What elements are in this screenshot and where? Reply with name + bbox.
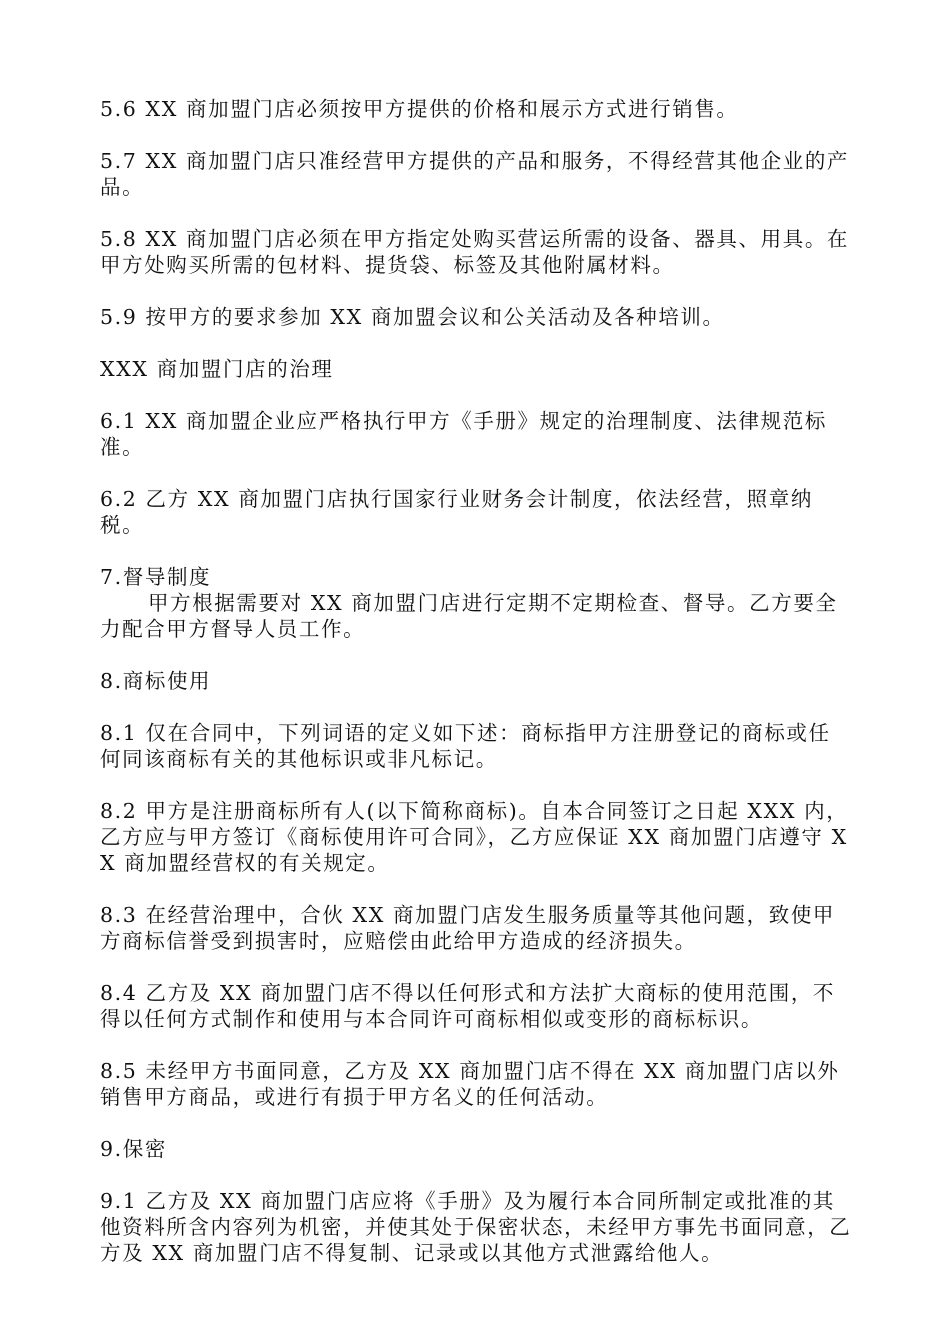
clause-5-8: 5.8 XX 商加盟门店必须在甲方指定处购买营运所需的设备、器具、用具。在甲方处购买所需的包材料、提货袋、标签及其他附属材料。 [100,227,850,277]
supervision-body: 甲方根据需要对 XX 商加盟门店进行定期不定期检查、督导。乙方要全力配合甲方督导人员工作。 [100,591,838,641]
clause-5-9: 5.9 按甲方的要求参加 XX 商加盟会议和公关活动及各种培训。 [100,305,725,329]
clause-5-6: 5.6 XX 商加盟门店必须按甲方提供的价格和展示方式进行销售。 [100,97,739,121]
clause-8-3: 8.3 在经营治理中，合伙 XX 商加盟门店发生服务质量等其他问题，致使甲方商标信誉受到损害时，应赔偿由此给甲方造成的经济损失。 [100,903,836,953]
document-page [100,96,852,1292]
clause-9-1: 9.1 乙方及 XX 商加盟门店应将《手册》及为履行本合同所制定或批准的其他资料所含内容列为机密，并使其处于保密状态，未经甲方事先书面同意，乙方及 XX 商加盟门店不得复制、记录或以其他方式泄露给他人。 [100,1189,852,1265]
section-heading-supervision: 7.督导制度 [100,565,212,589]
clause-8-4: 8.4 乙方及 XX 商加盟门店不得以任何形式和方法扩大商标的使用范围，不得以任何方式制作和使用与本合同许可商标相似或变形的商标标识。 [100,981,836,1031]
clause-6-2: 6.2 乙方 XX 商加盟门店执行国家行业财务会计制度，依法经营，照章纳税。 [100,487,813,537]
clause-8-2: 8.2 甲方是注册商标所有人(以下简称商标)。自本合同签订之日起 XXX 内，乙方应与甲方签订《商标使用许可合同》，乙方应保证 XX 商加盟门店遵守 XX 商加盟经营权的有关规定。 [100,799,849,875]
section-heading-trademark: 8.商标使用 [100,669,212,693]
clause-5-7: 5.7 XX 商加盟门店只准经营甲方提供的产品和服务，不得经营其他企业的产品。 [100,149,850,199]
section-heading-confidentiality: 9.保密 [100,1137,167,1161]
clause-6-1: 6.1 XX 商加盟企业应严格执行甲方《手册》规定的治理制度、法律规范标准。 [100,409,827,459]
clause-8-5: 8.5 未经甲方书面同意，乙方及 XX 商加盟门店不得在 XX 商加盟门店以外销售甲方商品，或进行有损于甲方名义的任何活动。 [100,1059,840,1109]
clause-8-1: 8.1 仅在合同中，下列词语的定义如下述：商标指甲方注册登记的商标或任何同该商标有关的其他标识或非凡标记。 [100,721,831,771]
section-heading-management: XXX 商加盟门店的治理 [100,357,334,381]
